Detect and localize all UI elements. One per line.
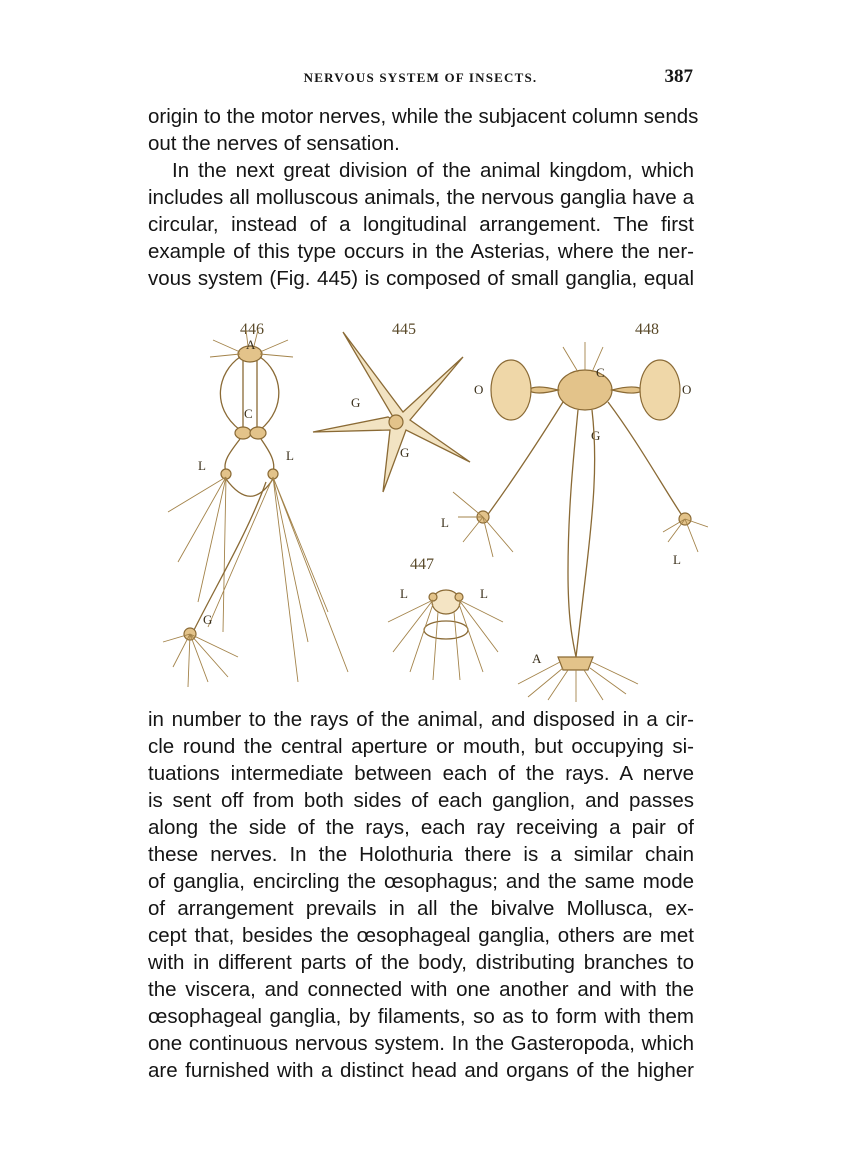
- text-line: vous system (Fig. 445) is composed of small ganglia, equal: [148, 267, 694, 290]
- label-g: G: [203, 612, 213, 627]
- label-l: L: [441, 515, 449, 530]
- figure-445: [313, 321, 470, 492]
- figure-number-448: 448: [635, 321, 659, 338]
- figure-number-446: 446: [240, 321, 264, 338]
- label-l: L: [480, 586, 488, 601]
- text-line: example of this type occurs in the Asterias, where the ner-: [148, 240, 694, 263]
- label-o: O: [474, 382, 484, 397]
- text-line: tuations intermediate between each of the rays. A nerve: [148, 762, 694, 785]
- figure-number-445: 445: [392, 321, 416, 338]
- figure-448: [441, 321, 708, 702]
- text-line: out the nerves of sensation.: [148, 132, 400, 155]
- label-l: L: [198, 458, 206, 473]
- running-head: [148, 66, 693, 90]
- label-g: G: [591, 428, 601, 443]
- text-line: is sent off from both sides of each ganglion, and passes: [148, 789, 694, 812]
- text-block-top: [148, 103, 699, 292]
- label-l: L: [673, 552, 681, 567]
- text-line: circular, instead of a longitudinal arrangement. The first: [148, 213, 694, 236]
- text-line: In the next great division of the animal kingdom, which: [172, 159, 694, 182]
- figure-illustration: [148, 312, 708, 707]
- text-line: œsophageal ganglia, by filaments, so as to form with them: [148, 1005, 694, 1028]
- text-line: of ganglia, encircling the œsophagus; and the same mode: [148, 870, 694, 893]
- label-a: A: [532, 651, 542, 666]
- text-line: in number to the rays of the animal, and disposed in a cir-: [148, 708, 694, 731]
- text-block-bottom: [148, 706, 694, 1084]
- page-number: 387: [664, 66, 693, 87]
- text-line: the viscera, and connected with one another and with the: [148, 978, 694, 1001]
- label-l: L: [400, 586, 408, 601]
- label-g: G: [400, 445, 410, 460]
- label-o: O: [682, 382, 692, 397]
- text-line: cept that, besides the œsophageal ganglia, others are met: [148, 924, 694, 947]
- text-line: are furnished with a distinct head and organs of the higher: [148, 1059, 694, 1082]
- text-line: cle round the central aperture or mouth, but occupying si-: [148, 735, 694, 758]
- running-title: NERVOUS SYSTEM OF INSECTS.: [303, 70, 538, 85]
- text-line: with in different parts of the body, distributing branches to: [148, 951, 694, 974]
- text-line: includes all molluscous animals, the nervous ganglia have a: [148, 186, 694, 209]
- label-l-prime: L: [286, 448, 294, 463]
- figure-447: [388, 556, 503, 680]
- figure-number-447: 447: [410, 556, 434, 573]
- text-line: one continuous nervous system. In the Gasteropoda, which: [148, 1032, 694, 1055]
- text-line: of arrangement prevails in all the bivalve Mollusca, ex-: [148, 897, 694, 920]
- text-line: these nerves. In the Holothuria there is a similar chain: [148, 843, 694, 866]
- figure-446: [163, 321, 348, 687]
- label-c: C: [244, 406, 253, 421]
- text-line: along the side of the rays, each ray receiving a pair of: [148, 816, 694, 839]
- label-g: G: [351, 395, 361, 410]
- label-a: A: [246, 337, 256, 352]
- nervous-system-figure: [148, 312, 708, 707]
- text-line: origin to the motor nerves, while the subjacent column sends: [148, 105, 699, 128]
- label-c: C: [596, 365, 605, 380]
